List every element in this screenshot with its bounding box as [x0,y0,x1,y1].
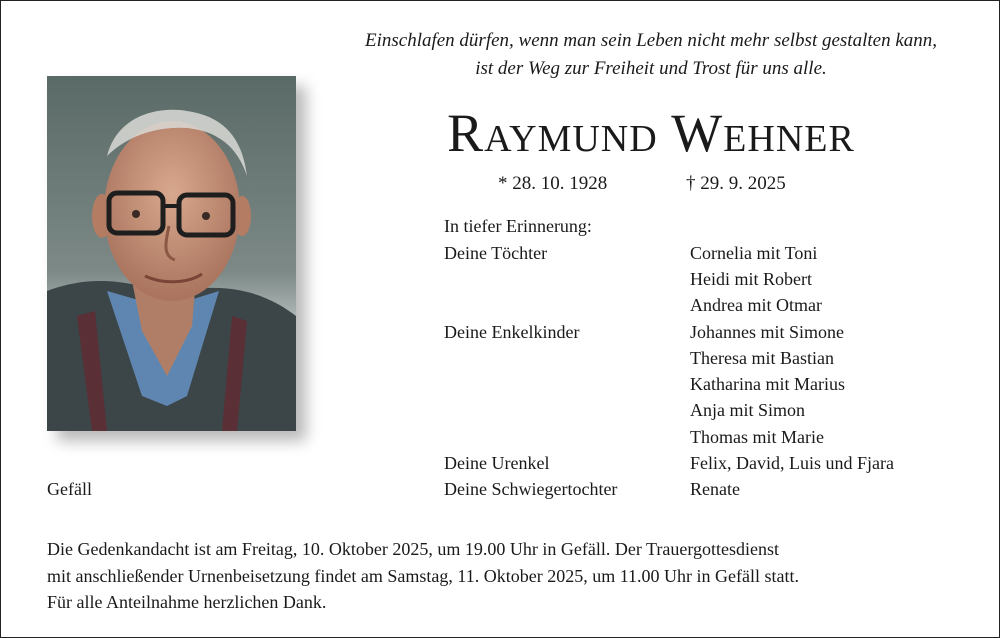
deceased-name: Raymund Wehner [447,103,855,163]
relation-grandchildren: Deine Enkelkinder [444,322,580,342]
motto-line-2: ist der Weg zur Freiheit und Trost für uns alle. [475,58,827,79]
notice-line-1: Die Gedenkandacht ist am Freitag, 10. Oktober 2025, um 19.00 Uhr in Gefäll. Der Trauergottesdienst [47,539,780,559]
mourner-name: Renate [690,479,740,499]
motto-quote [331,27,971,83]
memorial-notice [47,536,957,616]
mourner-name: Katharina mit Marius [690,374,845,394]
notice-line-2: mit anschließender Urnenbeisetzung findet am Samstag, 11. Oktober 2025, um 11.00 Uhr in Gefäll statt. [47,565,799,586]
mourner-name: Theresa mit Bastian [690,348,834,368]
relation-great-grandchildren: Deine Urenkel [444,453,550,473]
mourner-name: Heidi mit Robert [690,269,812,289]
place-name: Gefäll [47,479,92,499]
mourner-name: Felix, David, Luis und Fjara [690,453,894,473]
birth-date: * 28. 10. 1928 [498,173,608,194]
motto-line-1: Einschlafen dürfen, wenn man sein Leben nicht mehr selbst gestalten kann, [364,30,938,51]
relation-daughter-in-law: Deine Schwiegertochter [444,479,618,499]
relation-daughters: Deine Töchter [444,243,548,263]
mourners-intro: In tiefer Erinnerung: [444,216,592,236]
mourner-name: Johannes mit Simone [690,322,844,342]
notice-line-3: Für alle Anteilnahme herzlichen Dank. [47,592,327,612]
mourner-name: Thomas mit Marie [690,427,824,447]
death-date: † 29. 9. 2025 [686,173,786,194]
portrait-photo [47,76,296,431]
mourner-name: Anja mit Simon [690,400,806,420]
mourner-name: Cornelia mit Toni [690,243,818,263]
mourner-name: Andrea mit Otmar [690,295,822,315]
